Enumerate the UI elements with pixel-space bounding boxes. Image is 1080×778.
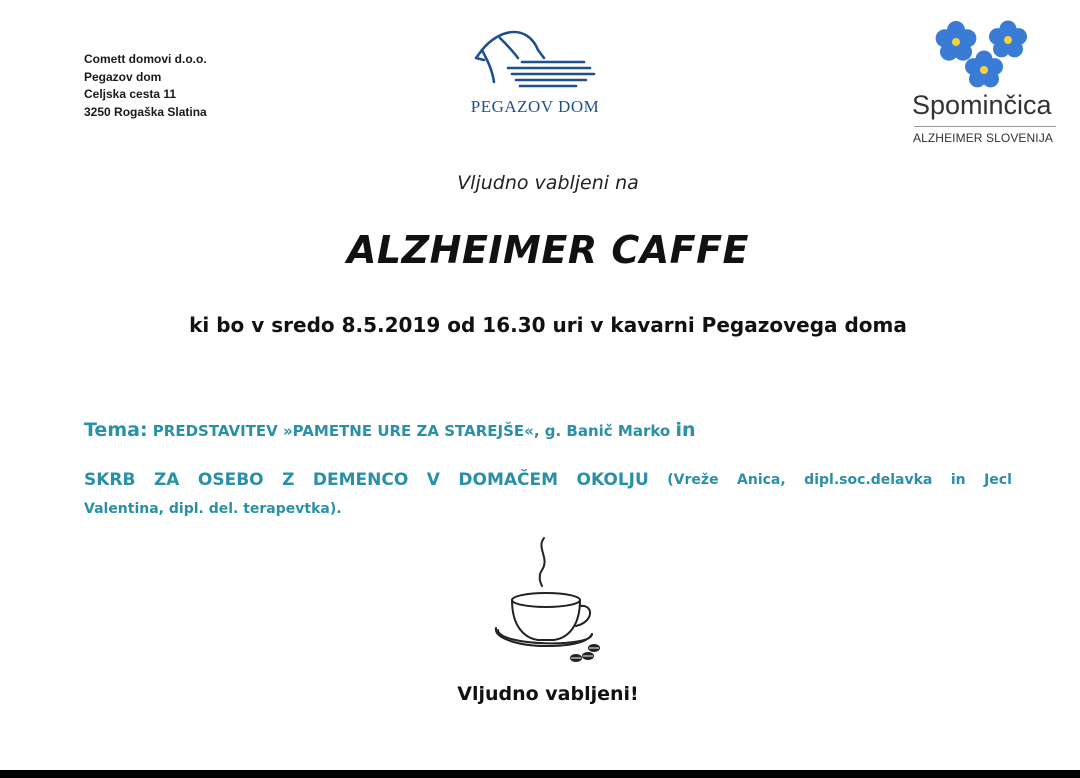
address-line-city: 3250 Rogaška Slatina <box>84 104 207 119</box>
horse-head-logo-icon <box>472 28 598 92</box>
event-title: ALZHEIMER CAFFE <box>346 228 749 272</box>
invitation-intro: Vljudno vabljeni na <box>457 172 639 194</box>
address-line-home: Pegazov dom <box>84 69 162 84</box>
topic-2-word: DEMENCO <box>312 470 409 490</box>
topic-2-word: DOMAČEM <box>458 470 559 490</box>
topic-label: Tema: <box>84 419 148 441</box>
topic-2-word: ZA <box>153 470 180 490</box>
topic-2-detail-word: Jecl <box>984 472 1012 488</box>
pegazov-logo <box>462 28 608 120</box>
topic-2-word: OKOLJU <box>576 470 649 490</box>
topic-2-word: SKRB <box>84 470 136 490</box>
spomincica-logo <box>908 20 1060 150</box>
address-line-company: Comett domovi d.o.o. <box>84 52 207 66</box>
pegazov-name: PEGAZOV DOM <box>470 97 600 116</box>
topic-2-word: Z <box>282 470 295 490</box>
topic-conjunction: in <box>675 419 696 441</box>
coffee-cup-icon <box>488 534 612 664</box>
topic-2-word: V <box>426 470 440 490</box>
topic-2-line-1 <box>84 466 1012 495</box>
topic-2 <box>84 466 1012 524</box>
topic-2-detail-word: in <box>950 472 966 488</box>
topic-1-text: PREDSTAVITEV »PAMETNE URE ZA STAREJŠE«, g. Banič Marko <box>152 422 671 440</box>
topic-line-1 <box>84 419 1024 441</box>
logo-divider <box>914 126 1056 127</box>
topic-2-line-2: Valentina, dipl. del. terapevtka). <box>84 501 342 517</box>
spomincica-subtitle: ALZHEIMER SLOVENIJA <box>913 131 1053 145</box>
topic-2-detail-word: dipl.soc.delavka <box>804 472 933 488</box>
event-details: ki bo v sredo 8.5.2019 od 16.30 uri v kavarni Pegazovega doma <box>189 313 907 337</box>
topic-2-word: OSEBO <box>197 470 264 490</box>
organization-address <box>84 51 207 121</box>
spomincica-name: Spominčica <box>912 90 1052 120</box>
topic-2-detail-word: (Vreže <box>667 472 719 488</box>
forget-me-not-flowers-icon <box>932 20 1036 94</box>
bottom-bar <box>0 770 1080 778</box>
topic-2-detail-word: Anica, <box>737 472 786 488</box>
address-line-street: Celjska cesta 11 <box>84 87 177 101</box>
closing-text: Vljudno vabljeni! <box>457 683 639 705</box>
